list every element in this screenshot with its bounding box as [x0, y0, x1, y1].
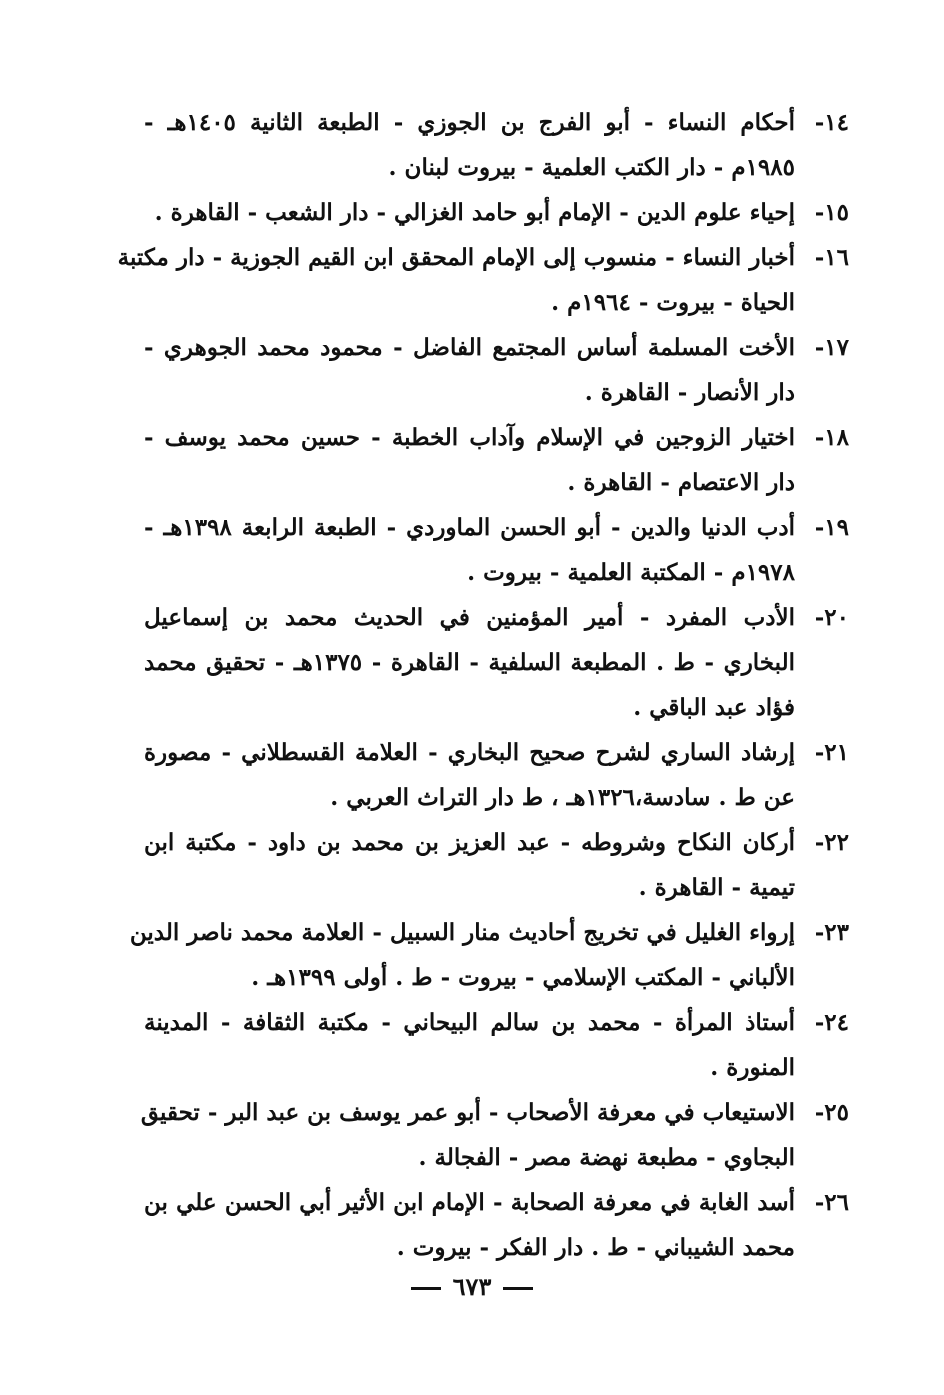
- reference-line: ١٩٨٥م - دار الكتب العلمية - بيروت لبنان .: [388, 154, 795, 181]
- reference-line: الأخت المسلمة أساس المجتمع الفاضل - محمود محمد الجوهري -: [144, 334, 795, 361]
- footer-dash-left: [411, 1287, 441, 1290]
- reference-number: ٢٢-: [814, 829, 849, 856]
- reference-number: ٢٣-: [814, 919, 849, 946]
- reference-line: إحياء علوم الدين - الإمام أبو حامد الغزالي - دار الشعب - القاهرة .: [154, 199, 795, 226]
- reference-entry: [144, 190, 849, 235]
- reference-list: [117, 100, 849, 1270]
- reference-line: المنورة .: [710, 1054, 795, 1081]
- reference-text: [144, 730, 795, 820]
- reference-line: البخاري - ط . المطبعة السلفية - القاهرة - ١٣٧٥هـ - تحقيق محمد: [144, 649, 795, 676]
- reference-text: [144, 595, 795, 730]
- reference-number: ٢٠-: [814, 604, 849, 631]
- reference-number: ١٦-: [814, 244, 849, 271]
- reference-line: محمد الشيباني - ط . دار الفكر - بيروت .: [396, 1234, 795, 1261]
- reference-line: إرشاد الساري لشرح صحيح البخاري - العلامة القسطلاني - مصورة: [144, 739, 795, 766]
- reference-line: فؤاد عبد الباقي .: [633, 694, 795, 721]
- page-number-footer: [0, 1272, 944, 1301]
- reference-number: ٢٦-: [814, 1189, 849, 1216]
- reference-line: الأدب المفرد - أمير المؤمنين في الحديث محمد بن إسماعيل: [144, 604, 795, 631]
- reference-line: الألباني - المكتب الإسلامي - بيروت - ط . أولى ١٣٩٩هـ .: [251, 964, 795, 991]
- reference-entry: [144, 730, 849, 820]
- reference-number: ٢٥-: [814, 1099, 849, 1126]
- reference-line: أسد الغابة في معرفة الصحابة - الإمام ابن الأثير أبي الحسن علي بن: [144, 1189, 795, 1216]
- reference-number: ٢١-: [814, 739, 849, 766]
- reference-line: تيمية - القاهرة .: [638, 874, 795, 901]
- reference-entry: [144, 100, 849, 190]
- reference-line: أركان النكاح وشروطه - عبد العزيز بن محمد بن داود - مكتبة ابن: [144, 829, 795, 856]
- reference-text: [144, 415, 795, 505]
- reference-entry: [144, 325, 849, 415]
- reference-text: [144, 1000, 795, 1090]
- reference-number: ١٩-: [814, 514, 849, 541]
- footer-dash-right: [503, 1287, 533, 1290]
- reference-line: دار الاعتصام - القاهرة .: [567, 469, 795, 496]
- reference-entry: [140, 1090, 849, 1180]
- reference-line: عن ط . سادسة،١٣٢٦هـ ، ط دار التراث العربي .: [330, 784, 795, 811]
- reference-entry: [144, 595, 849, 730]
- reference-line: أحكام النساء - أبو الفرج بن الجوزي - الطبعة الثانية ١٤٠٥هـ -: [144, 109, 795, 136]
- reference-line: أستاذ المرأة - محمد بن سالم البيحاني - مكتبة الثقافة - المدينة: [144, 1009, 795, 1036]
- reference-text: [130, 910, 795, 1000]
- reference-text: [144, 190, 795, 235]
- reference-text: [141, 1090, 795, 1180]
- reference-line: أخبار النساء - منسوب إلى الإمام المحقق ابن القيم الجوزية - دار مكتبة: [117, 244, 795, 271]
- reference-entry: [144, 1000, 849, 1090]
- reference-line: إرواء الغليل في تخريج أحاديث منار السبيل - العلامة محمد ناصر الدين: [129, 919, 795, 946]
- reference-text: [144, 325, 795, 415]
- reference-entry: [144, 505, 849, 595]
- reference-number: ١٧-: [814, 334, 849, 361]
- reference-text: [144, 1180, 795, 1270]
- reference-entry: [144, 820, 849, 910]
- page-number: ٦٧٣: [452, 1272, 492, 1301]
- reference-text: [144, 100, 795, 190]
- reference-number: ١٥-: [814, 199, 849, 226]
- reference-line: البجاوي - مطبعة نهضة مصر - الفجالة .: [418, 1144, 795, 1171]
- reference-line: الحياة - بيروت - ١٩٦٤م .: [551, 289, 795, 316]
- reference-entry: [117, 235, 849, 325]
- reference-line: أدب الدنيا والدين - أبو الحسن الماوردي - الطبعة الرابعة ١٣٩٨هـ -: [144, 514, 795, 541]
- reference-number: ١٨-: [814, 424, 849, 451]
- reference-number: ٢٤-: [814, 1009, 849, 1036]
- reference-text: [144, 820, 795, 910]
- reference-line: دار الأنصار - القاهرة .: [584, 379, 795, 406]
- reference-number: ١٤-: [814, 109, 849, 136]
- reference-line: ١٩٧٨م - المكتبة العلمية - بيروت .: [467, 559, 795, 586]
- reference-text: [118, 235, 795, 325]
- reference-entry: [129, 910, 849, 1000]
- reference-line: الاستيعاب في معرفة الأصحاب - أبو عمر يوسف بن عبد البر - تحقيق: [140, 1099, 795, 1126]
- reference-entry: [144, 1180, 849, 1270]
- reference-text: [144, 505, 795, 595]
- reference-entry: [144, 415, 849, 505]
- reference-line: اختيار الزوجين في الإسلام وآداب الخطبة - حسين محمد يوسف -: [144, 424, 795, 451]
